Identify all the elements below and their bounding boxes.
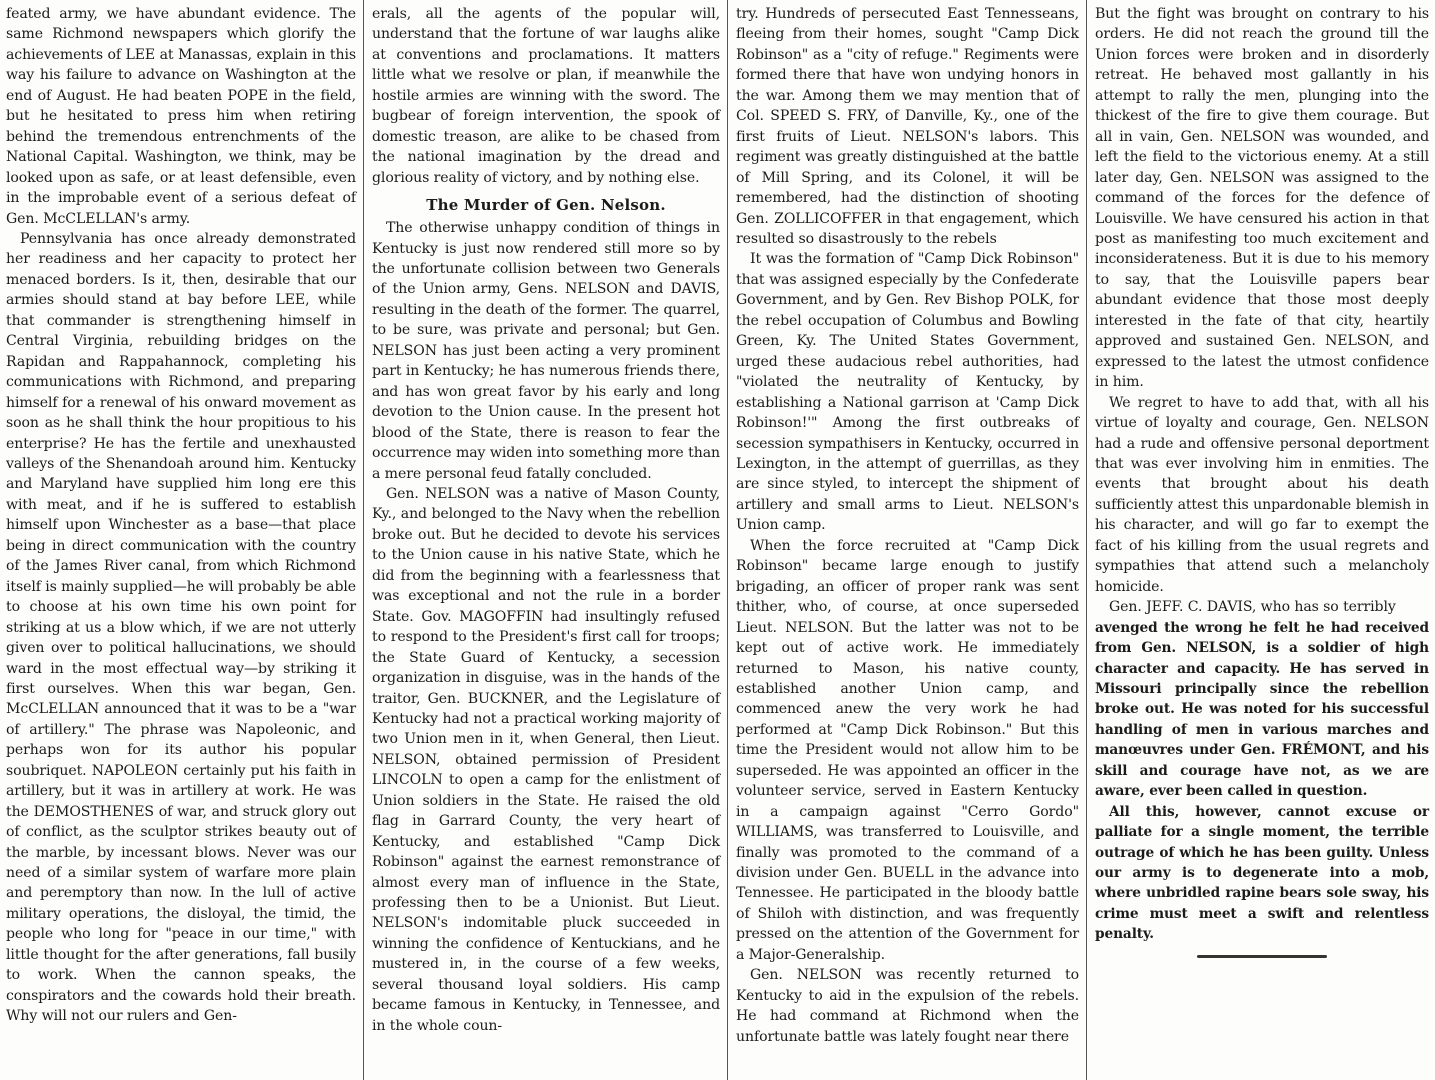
col3-paragraph-3: When the force recruited at "Camp Dick Robinson" became large enough to justify brigading, an officer of proper rank was sent thither, who, of course, at once superseded Lieut. NELSON. But the latter was not to be kept out of active work. He immediately returned to Mason, his native county, established another Union camp, and commenced anew the very work he had performed at "Camp Dick Robinson." But this time the President would not allow him to be superseded. He was appointed an officer in the volunteer service, served in Eastern Kentucky in a campaign against "Cerro Gordo" WILLIAMS, was transferred to Louisville, and finally was promoted to the command of a division under Gen. BUELL in the advance into Tennessee. He participated in the bloody battle of Shiloh with distinction, and was frequently pressed on the attention of the Government for a Major-Generalship. [736, 537, 1079, 963]
col4-paragraph-5: All this, however, cannot excuse or palliate for a single moment, the terrible outrage of which he has been guilty. Unless our army is to degenerate into a mob, where unbridled rapine bears sole sway, his crime must meet a swift and relentless penalty. [1095, 803, 1429, 943]
col4-paragraph-4: avenged the wrong he felt he had received from Gen. NELSON, is a soldier of high character and capacity. He has served in Missouri principally since the rebellion broke out. He was noted for his successful handling of men in various marches and manœuvres under Gen. FRÉMONT, and his skill and courage have not, as we are aware, ever been called in question. [1095, 619, 1429, 800]
col1-paragraph-1: feated army, we have abundant evidence. The same Richmond newspapers which glorify the achievements of LEE at Manassas, explain in this way his failure to advance on Washington at the end of August. He had beaten POPE in the field, but he hesitated to press him when retiring behind the tremendous entrenchments of the National Capital. Washington, we think, may be looked upon as safe, or at least defensible, even in the improbable event of a serious defeat of Gen. McCLELLAN's army. [6, 6, 356, 227]
col3-paragraph-1: try. Hundreds of persecuted East Tennesseans, fleeing from their homes, sought "Camp Dick Robinson" as a "city of refuge." Regiments were formed there that have won undying honors in the war. Among them we may mention that of Col. SPEED S. FRY, of Danville, Ky., one of the first fruits of Lieut. NELSON's labors. This regiment was greatly distinguished at the battle of Mill Spring, and its Colonel, it will be remembered, had the distinction of shooting Gen. ZOLLICOFFER in that engagement, which resulted so disastrously to the rebels [736, 6, 1079, 247]
column-rule [1086, 0, 1087, 1080]
col2-paragraph-2: The otherwise unhappy condition of things in Kentucky is just now rendered still more so by the unfortunate collision between two Generals of the Union army, Gens. NELSON and DAVIS, resulting in the death of the former. The quarrel, to be sure, was private and personal; but Gen. NELSON has just been acting a very prominent part in Kentucky; he has numerous friends there, and has won great favor by his early and long devotion to the Union cause. In the present hot blood of the State, there is reason to fear the occurrence may widen into something more than a mere personal feud fatally concluded. [372, 220, 720, 482]
col3-paragraph-2: It was the formation of "Camp Dick Robinson" that was assigned especially by the Confederate Government, and by Gen. Rev Bishop POLK, for the rebel occupation of Columbus and Bowling Green, Ky. The United States Government, urged these audacious rebel authorities, had "violated the neutrality of Kentucky, by establishing a National garrison at 'Camp Dick Robinson!'" Among the first outbreaks of secession sympathisers in Kentucky, occurred in Lexington, in the attempt of guerrillas, as they are since styled, to intercept the shipment of artillery and small arms to Lieut. NELSON's Union camp. [736, 251, 1079, 534]
column-4 [1089, 0, 1435, 1080]
col4-paragraph-3: Gen. JEFF. C. DAVIS, who has so terribly [1109, 599, 1396, 616]
col4-paragraph-1: But the fight was brought on contrary to his orders. He did not reach the ground till the Union forces were broken and in disorderly retreat. He behaved most gallantly in his attempt to rally the men, plunging into the thickest of the fire to give them courage. But all in vain, Gen. NELSON was wounded, and left the field to the victorious enemy. At a still later day, Gen. NELSON was assigned to the command of the forces for the defence of Louisville. We have censured his action in that post as manifesting too much excitement and inconsiderateness. But it is due to his memory to say, that the Louisville papers bear abundant evidence that those most deeply interested in the fate of that city, heartily approved and sustained Gen. NELSON, and expressed to the latest the utmost confidence in him. [1095, 6, 1429, 391]
col2-paragraph-1: erals, all the agents of the popular will, understand that the fortune of war laughs alike at conventions and proclamations. It matters little what we resolve or plan, if meanwhile the hostile armies are winning with the sword. The bugbear of foreign intervention, the spook of domestic treason, are alike to be chased from the national imagination by the dread and glorious reality of victory, and by nothing else. [372, 6, 720, 186]
col1-paragraph-2: Pennsylvania has once already demonstrated her readiness and her capacity to protect her menaced borders. Is it, then, desirable that our armies should stand at bay before LEE, while that commander is strengthening himself in Central Virginia, rebuilding bridges on the Rapidan and Rappahannock, completing his communications with Richmond, and preparing himself for a renewal of his onward movement as soon as he shall think the hour propitious to his enterprise? He has the fertile and unexhausted valleys of the Shenandoah around him. Kentucky and Maryland have supplied him long ere this with meat, and if he is suffered to establish himself upon Winchester as a base—that place being in direct communication with the country of the James River canal, from which Richmond itself is mainly supplied—he will probably be able to choose at his own time his own point for striking at us a blow which, if we are not utterly given over to political hallucinations, we should ward in the most effectual way—by striking it first ourselves. When this war began, Gen. McCLELLAN announced that it was to be a "war of artillery." The phrase was Napoleonic, and perhaps won for its author his popular soubriquet. NAPOLEON certainly put his faith in artillery, but it was in artillery at work. He was the DEMOSTHENES of war, and struck glory out of conflict, as the sculptor strikes beauty out of the marble, by incessant blows. Never was our need of a similar system of warfare more plain and peremptory than now. In the lull of active military operations, the disloyal, the timid, the people who long for "peace in our time," with little thought for the after generations, fall busily to work. When the cannon speaks, the conspirators and the cowards hold their breath. Why will not our rulers and Gen- [6, 230, 357, 1025]
article-headline: The Murder of Gen. Nelson. [426, 196, 666, 215]
column-rule [363, 0, 364, 1080]
bold-continuation [1095, 618, 1429, 945]
column-1 [0, 0, 362, 1080]
col3-paragraph-4: Gen. NELSON was recently returned to Kentucky to aid in the expulsion of the rebels. He had command at Richmond when the unfortunate battle was lately fought near there [736, 967, 1079, 1045]
col2-paragraph-3: Gen. NELSON was a native of Mason County, Ky., and belonged to the Navy when the rebellion broke out. But he decided to devote his services to the Union cause in his native State, which he did from the beginning with a fearlessness that was exceptional and not the rule in a border State. Gov. MAGOFFIN had insultingly refused to respond to the President's first call for troops; the State Guard of Kentucky, a secession organization in disguise, was in the hands of the traitor, Gen. BUCKNER, and the Legislature of Kentucky had not a practical working majority of two Union men in it, when General, then Lieut. NELSON, obtained permission of President LINCOLN to open a camp for the enlistment of Union soldiers in the State. He raised the old flag in Garrard County, the very heart of Kentucky, and established "Camp Dick Robinson" against the earnest remonstrance of almost every man of influence in the State, professing then to be a Unionist. But Lieut. NELSON's indomitable pluck succeeded in winning the confidence of Kentuckians, and he mustered in, in the course of a few weeks, several thousand loyal soldiers. His camp became famous in Kentucky, in Tennessee, and in the whole coun- [372, 485, 720, 1034]
column-3 [730, 0, 1085, 1080]
article-end-rule [1197, 955, 1327, 958]
col4-paragraph-2: We regret to have to add that, with all his virtue of loyalty and courage, Gen. NELSON had a rude and offensive personal deportment that was ever involving him in enmities. The events that brought about his death sufficiently attest this unpardonable blemish in his character, and will go far to exempt the fact of his killing from the usual regrets and sympathies that attend such a melancholy homicide. [1095, 394, 1429, 595]
column-2 [366, 0, 726, 1080]
column-rule [727, 0, 728, 1080]
